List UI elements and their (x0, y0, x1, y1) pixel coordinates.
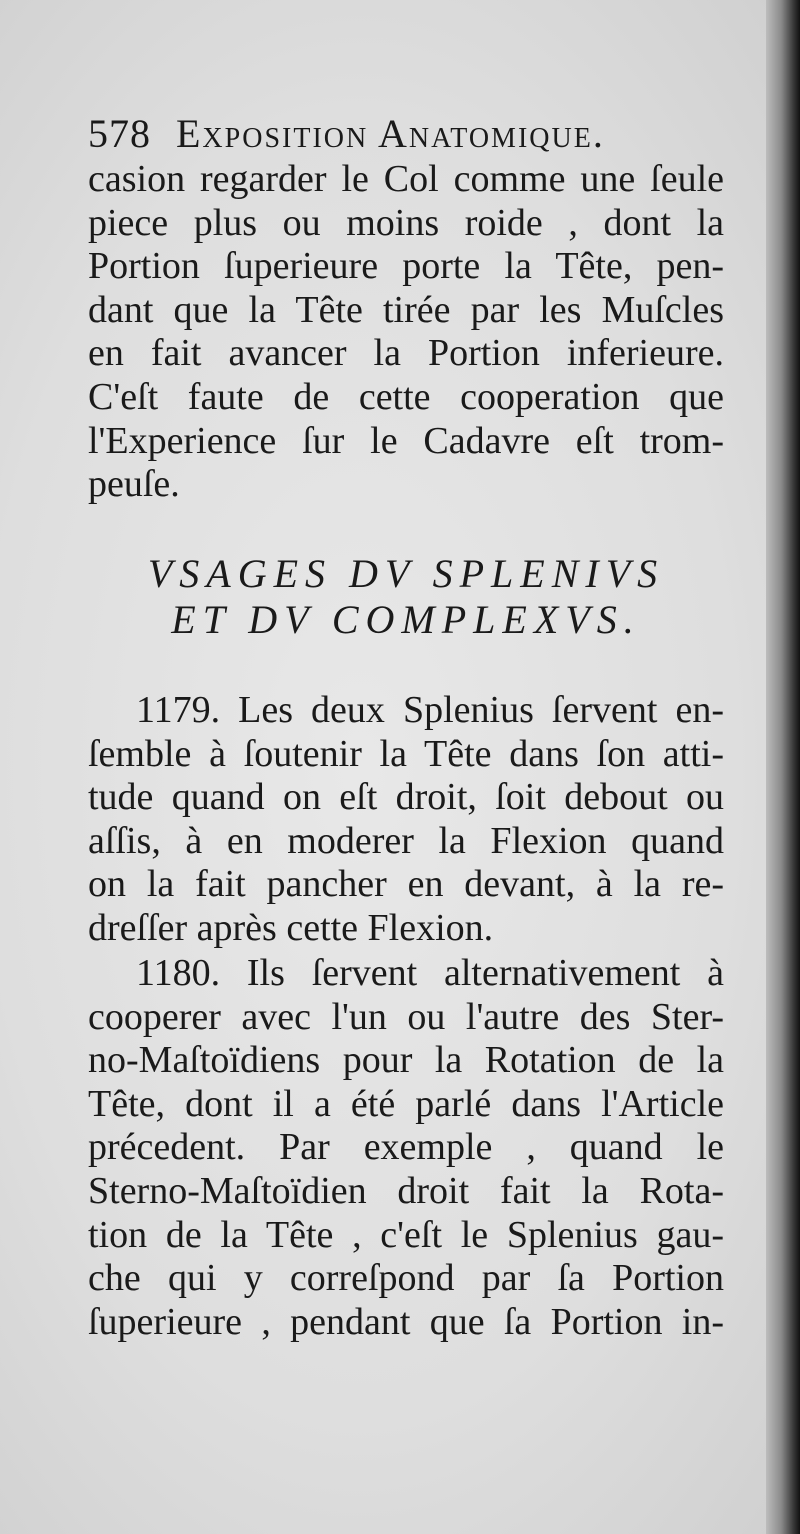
text-line: peuſe. (88, 463, 180, 506)
paragraph-1179 (88, 689, 724, 951)
text-line: on la fait pancher en devant, à la re- (88, 863, 724, 906)
text-line: ſuperieure , pendant que ſa Portion in- (88, 1300, 724, 1343)
text-line: ſemble à ſoutenir la Tête dans ſon atti- (88, 732, 724, 775)
text-line: no-Maſtoïdiens pour la Rotation de la (88, 1039, 724, 1082)
page-spine-edge (766, 0, 800, 1534)
text-line: 1179. Les deux Splenius ſervent en- (136, 689, 724, 731)
paragraph-1180 (88, 952, 724, 1344)
text-line: tude quand on eſt droit, ſoit debout ou (88, 776, 724, 819)
text-line: piece plus ou moins roide , dont la (88, 201, 724, 244)
text-line: che qui y correſpond par ſa Portion (88, 1257, 724, 1300)
text-line: précedent. Par exemple , quand le (88, 1126, 724, 1169)
intro-paragraph (88, 158, 724, 507)
text-line: 1180. Ils ſervent alternativement à (136, 952, 724, 994)
text-line: dreſſer après cette Flexion. (88, 906, 494, 949)
running-title: Exposition Anatomique. (176, 111, 605, 156)
text-line: tion de la Tête , c'eſt le Splenius gau- (88, 1213, 724, 1256)
text-line: Sterno-Maſtoïdien droit fait la Rota- (88, 1169, 724, 1212)
text-line: C'eſt faute de cette cooperation que (88, 375, 724, 418)
text-line: aſſis, à en moderer la Flexion quand (88, 819, 724, 862)
text-line: Tête, dont il a été parlé dans l'Article (88, 1082, 724, 1125)
text-line: dant que la Tête tirée par les Muſcles (88, 288, 724, 331)
section-heading-line-1: VSAGES DV SPLENIVS (147, 551, 665, 596)
page-number: 578 (88, 111, 151, 156)
text-line: Portion ſuperieure porte la Tête, pen- (88, 245, 724, 288)
text-line: cooperer avec l'un ou l'autre des Ster- (88, 995, 724, 1038)
running-header (88, 112, 728, 156)
text-line: en fait avancer la Portion inferieure. (88, 332, 724, 375)
section-heading-line-2: ET DV COMPLEXVS. (171, 597, 641, 642)
text-line: casion regarder le Col comme une ſeule (88, 158, 724, 200)
text-line: l'Experience ſur le Cadavre eſt trom- (88, 419, 724, 462)
